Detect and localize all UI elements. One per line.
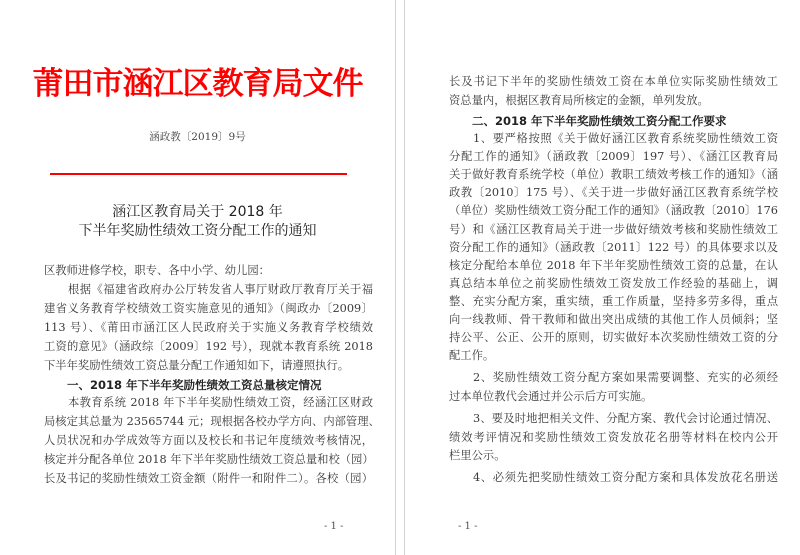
paragraph-line: 核定并分配各单位 2018 年下半年奖励性绩效工资总量和校（园） bbox=[44, 453, 374, 466]
paragraph-line: 113 号）、《莆田市涵江区人民政府关于实施义务教育学校绩效 bbox=[44, 321, 373, 334]
notice-title-line-1: 涵江区教育局关于 2018 年 bbox=[112, 204, 283, 220]
paragraph-line: 建省义务教育学校绩效工资实施意见的通知》（闽政办〔2009〕 bbox=[44, 302, 373, 315]
paragraph-line: 核定分配给本单位 2018 年下半年奖励性绩效工资的总量，在认 bbox=[449, 258, 778, 272]
paragraph-line: 1、要严格按照《关于做好涵江区教育系统奖励性绩效工资 bbox=[473, 132, 778, 145]
paragraph-line: 根据《福建省政府办公厅转发省人事厅财政厅教育厅关于福 bbox=[68, 283, 373, 296]
paragraph-line: 工资的意见》（涵政综〔2009〕192 号），现就本教育系统 2018 bbox=[44, 340, 373, 353]
notice-title-line-2: 下半年奖励性绩效工资分配工作的通知 bbox=[78, 223, 317, 239]
document-page-right bbox=[405, 0, 800, 555]
paragraph-line: 配工作。 bbox=[449, 349, 495, 363]
red-divider bbox=[50, 173, 347, 175]
paragraph-line: 绩效考评情况和奖励性绩效工资发放花名册等材料在校内公开 bbox=[449, 430, 778, 444]
paragraph-line: 资总量内，根据区教育局所核定的金额，单列发放。 bbox=[449, 94, 709, 107]
paragraph-line: 关于做好教育系统学校（单位）教职工绩效考核工作的通知》（涵 bbox=[449, 168, 778, 182]
paragraph-line: 栏里公示。 bbox=[449, 449, 506, 462]
paragraph-line: 人员状况和办学成效等方面以及校长和书记年度绩效考核情况， bbox=[44, 434, 373, 447]
paragraph-line: 本教育系统 2018 年下半年奖励性绩效工资，经涵江区财政 bbox=[68, 396, 373, 409]
paragraph-line: 分配工作的通知》（涵政教〔2009〕197 号）、《涵江区教育局 bbox=[449, 150, 778, 164]
page-number: - 1 - bbox=[458, 521, 478, 532]
paragraph-line: 资分配工作的通知》（涵政教〔2011〕122 号）的具体要求以及 bbox=[449, 240, 778, 254]
paragraph-line: 长及书记下半年的奖励性绩效工资在本单位实际奖励性绩效工 bbox=[449, 75, 778, 88]
page-gap bbox=[395, 0, 405, 555]
paragraph-line: 下半年奖励性绩效工资总量分配工作通知如下，请遵照执行。 bbox=[44, 359, 350, 372]
paragraph-line: 政教〔2010〕175 号）、《关于进一步做好涵江区教育系统学校 bbox=[449, 186, 778, 200]
document-page-left bbox=[0, 0, 395, 555]
salutation: 区教师进修学校，职专、各中小学、幼儿园： bbox=[44, 264, 270, 277]
heading-2: 二、2018 年下半年奖励性绩效工资分配工作要求 bbox=[472, 114, 727, 128]
paragraph-line: 2、奖励性绩效工资分配方案如果需要调整、充实的必须经 bbox=[473, 371, 778, 384]
paragraph-line: 持公平、公正、公开的原则，切实做好本次奖励性绩效工资的分 bbox=[449, 331, 778, 345]
paragraph-line: （单位）奖励性绩效工资分配工作的通知》（涵政教〔2010〕176 bbox=[449, 204, 778, 218]
paragraph-line: 局核定其总量为 23565744 元；现根据各校办学方向、内部管理、 bbox=[44, 415, 380, 428]
heading-1: 一、2018 年下半年奖励性绩效工资总量核定情况 bbox=[67, 378, 322, 392]
document-number: 涵政教〔2019〕9号 bbox=[149, 131, 246, 143]
paragraph-line: 向一线教师、骨干教师和做出突出成绩的其他工作人员倾斜；坚 bbox=[449, 313, 778, 326]
page-number: - 1 - bbox=[324, 521, 344, 532]
paragraph-line: 4、必须先把奖励性绩效工资分配方案和具体发放花名册送 bbox=[473, 471, 778, 484]
paragraph-line: 长及书记的奖励性绩效工资金额（附件一和附件二）。各校（园） bbox=[44, 472, 373, 485]
paragraph-line: 整、充实分配方案，重实绩，重工作质量，坚持多劳多得，重点 bbox=[449, 294, 778, 308]
document-header-title: 莆田市涵江区教育局文件 bbox=[32, 66, 363, 102]
paragraph-line: 过本单位教代会通过并公示后方可实施。 bbox=[449, 389, 653, 403]
paragraph-line: 真总结本单位之前奖励性绩效工资发放工作经验的基础上，调 bbox=[449, 276, 778, 290]
paragraph-line: 3、要及时地把相关文件、分配方案、教代会讨论通过情况、 bbox=[473, 412, 778, 425]
paragraph-line: 号）和《涵江区教育局关于进一步做好绩效考核和奖励性绩效工 bbox=[449, 222, 778, 236]
